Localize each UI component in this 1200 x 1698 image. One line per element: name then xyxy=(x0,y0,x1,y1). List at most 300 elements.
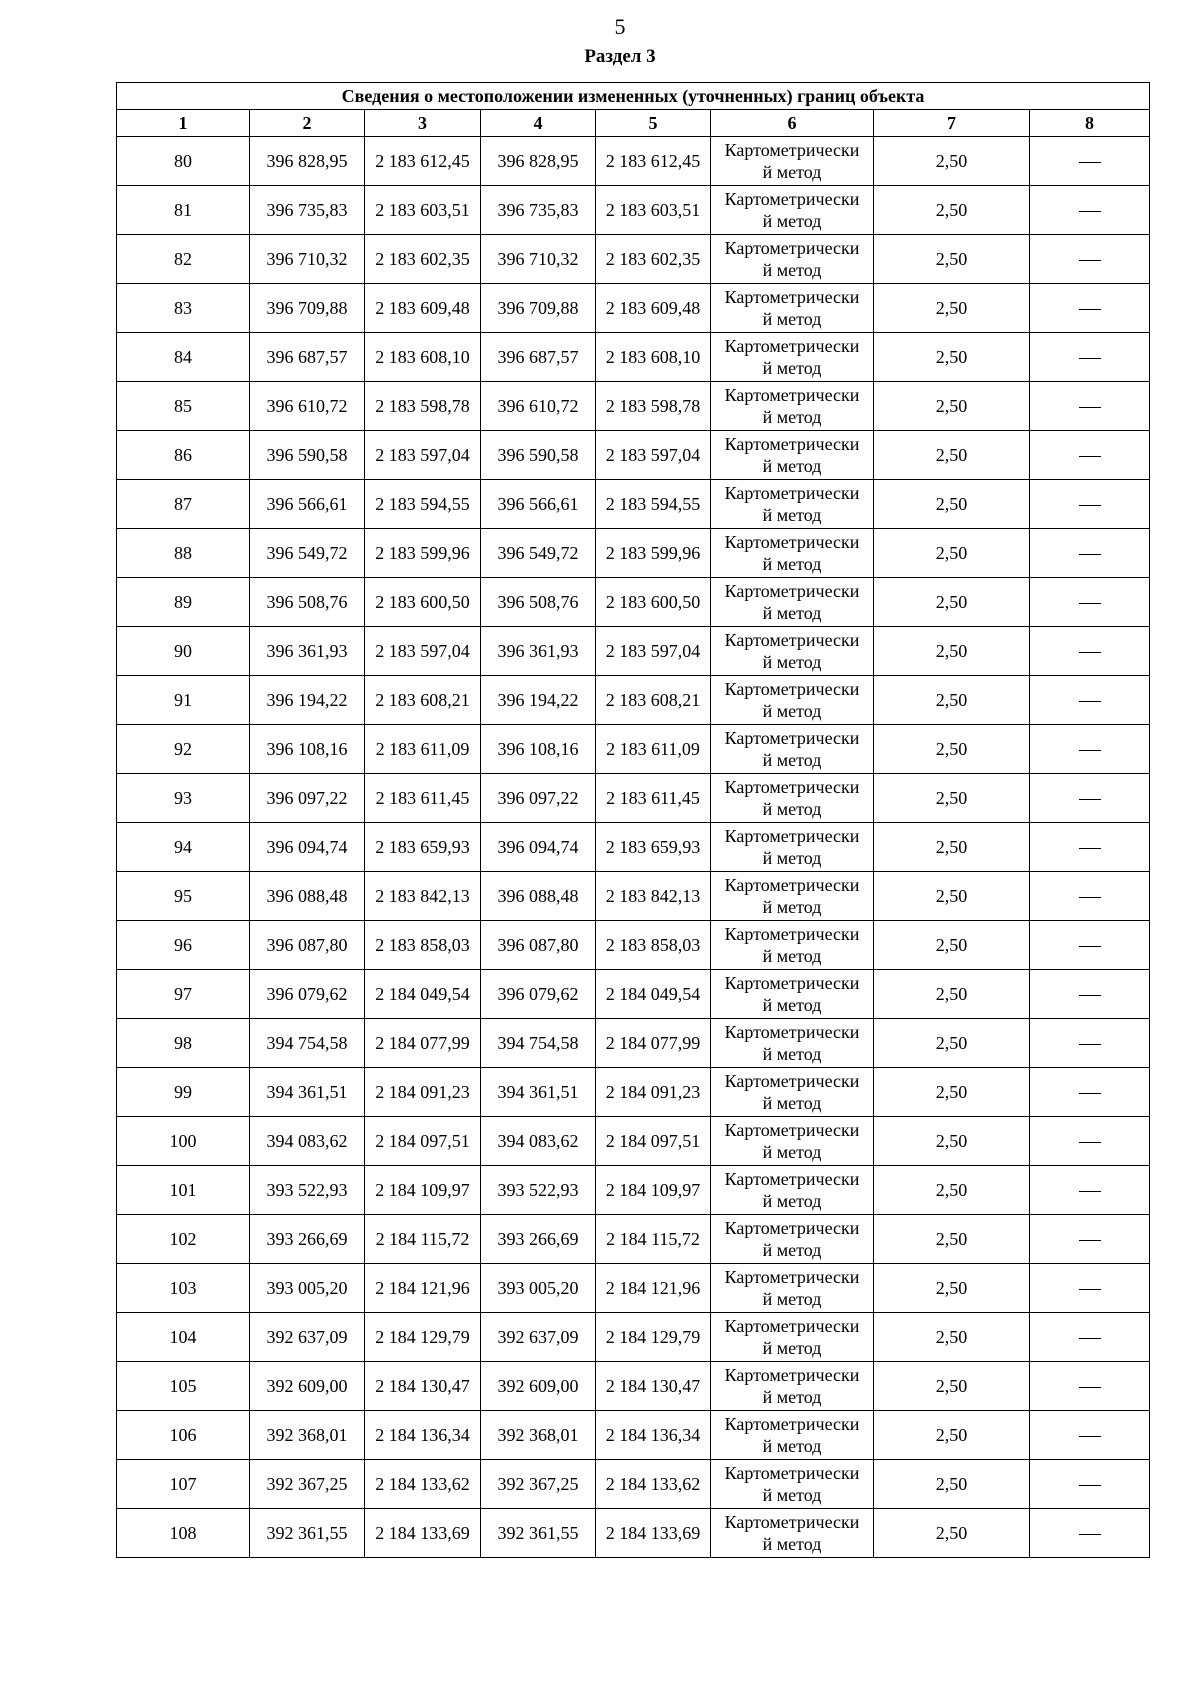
existing-y-cell: 2 183 599,96 xyxy=(365,529,481,578)
empty-dash-mark xyxy=(1079,652,1101,653)
refined-x-cell: 396 087,80 xyxy=(481,921,596,970)
point-number-cell: 94 xyxy=(117,823,250,872)
method-line-2: й метод xyxy=(762,309,822,329)
empty-dash-mark xyxy=(1079,1240,1101,1241)
accuracy-cell: 2,50 xyxy=(874,333,1030,382)
method-cell xyxy=(711,137,874,186)
description-cell xyxy=(1030,431,1150,480)
existing-x-cell: 392 609,00 xyxy=(250,1362,365,1411)
existing-x-cell: 396 590,58 xyxy=(250,431,365,480)
method-cell xyxy=(711,1313,874,1362)
table-caption: Сведения о местоположении измененных (уточненных) границ объекта xyxy=(117,83,1150,110)
existing-x-cell: 396 194,22 xyxy=(250,676,365,725)
refined-y-cell: 2 184 130,47 xyxy=(596,1362,711,1411)
description-cell xyxy=(1030,1166,1150,1215)
method-cell xyxy=(711,1019,874,1068)
table-row xyxy=(117,725,1150,774)
table-row xyxy=(117,676,1150,725)
description-cell xyxy=(1030,1460,1150,1509)
existing-y-cell: 2 183 608,10 xyxy=(365,333,481,382)
accuracy-cell: 2,50 xyxy=(874,186,1030,235)
accuracy-cell: 2,50 xyxy=(874,774,1030,823)
empty-dash-mark xyxy=(1079,1534,1101,1535)
description-cell xyxy=(1030,186,1150,235)
method-line-2: й метод xyxy=(762,1485,822,1505)
empty-dash-mark xyxy=(1079,897,1101,898)
existing-x-cell: 396 088,48 xyxy=(250,872,365,921)
method-line-2: й метод xyxy=(762,1387,822,1407)
point-number-cell: 82 xyxy=(117,235,250,284)
page-number: 5 xyxy=(614,14,626,39)
method-line-1: Картометрически xyxy=(724,1512,860,1532)
empty-dash-mark xyxy=(1079,260,1101,261)
refined-y-cell: 2 184 129,79 xyxy=(596,1313,711,1362)
point-number-cell: 83 xyxy=(117,284,250,333)
refined-y-cell: 2 183 602,35 xyxy=(596,235,711,284)
refined-y-cell: 2 183 594,55 xyxy=(596,480,711,529)
refined-x-cell: 396 687,57 xyxy=(481,333,596,382)
point-number-cell: 105 xyxy=(117,1362,250,1411)
accuracy-cell: 2,50 xyxy=(874,1215,1030,1264)
existing-x-cell: 396 097,22 xyxy=(250,774,365,823)
column-header-2: 2 xyxy=(250,110,365,137)
refined-x-cell: 396 590,58 xyxy=(481,431,596,480)
refined-y-cell: 2 183 599,96 xyxy=(596,529,711,578)
method-line-1: Картометрически xyxy=(724,777,860,797)
table-row xyxy=(117,627,1150,676)
description-cell xyxy=(1030,1019,1150,1068)
point-number-cell: 95 xyxy=(117,872,250,921)
description-cell xyxy=(1030,333,1150,382)
refined-y-cell: 2 183 608,10 xyxy=(596,333,711,382)
method-line-1: Картометрически xyxy=(724,1316,860,1336)
method-line-2: й метод xyxy=(762,456,822,476)
point-number-cell: 81 xyxy=(117,186,250,235)
accuracy-cell: 2,50 xyxy=(874,1117,1030,1166)
empty-dash-mark xyxy=(1079,407,1101,408)
method-line-1: Картометрически xyxy=(724,1120,860,1140)
existing-x-cell: 396 079,62 xyxy=(250,970,365,1019)
point-number-cell: 106 xyxy=(117,1411,250,1460)
existing-x-cell: 396 094,74 xyxy=(250,823,365,872)
refined-y-cell: 2 184 109,97 xyxy=(596,1166,711,1215)
method-cell xyxy=(711,333,874,382)
accuracy-cell: 2,50 xyxy=(874,578,1030,627)
refined-y-cell: 2 183 858,03 xyxy=(596,921,711,970)
existing-x-cell: 394 754,58 xyxy=(250,1019,365,1068)
method-line-2: й метод xyxy=(762,358,822,378)
accuracy-cell: 2,50 xyxy=(874,921,1030,970)
method-line-1: Картометрически xyxy=(724,1022,860,1042)
description-cell xyxy=(1030,823,1150,872)
refined-x-cell: 396 710,32 xyxy=(481,235,596,284)
method-line-1: Картометрически xyxy=(724,679,860,699)
existing-y-cell: 2 183 603,51 xyxy=(365,186,481,235)
refined-x-cell: 396 828,95 xyxy=(481,137,596,186)
method-line-1: Картометрически xyxy=(724,581,860,601)
refined-y-cell: 2 183 612,45 xyxy=(596,137,711,186)
empty-dash-mark xyxy=(1079,1142,1101,1143)
table-row xyxy=(117,1019,1150,1068)
description-cell xyxy=(1030,676,1150,725)
method-cell xyxy=(711,676,874,725)
existing-y-cell: 2 183 858,03 xyxy=(365,921,481,970)
description-cell xyxy=(1030,137,1150,186)
method-line-2: й метод xyxy=(762,1436,822,1456)
existing-y-cell: 2 184 077,99 xyxy=(365,1019,481,1068)
existing-y-cell: 2 183 609,48 xyxy=(365,284,481,333)
existing-y-cell: 2 183 598,78 xyxy=(365,382,481,431)
table-row xyxy=(117,823,1150,872)
method-line-2: й метод xyxy=(762,1142,822,1162)
method-line-2: й метод xyxy=(762,260,822,280)
empty-dash-mark xyxy=(1079,1485,1101,1486)
refined-x-cell: 392 609,00 xyxy=(481,1362,596,1411)
empty-dash-mark xyxy=(1079,1093,1101,1094)
table-row xyxy=(117,872,1150,921)
refined-x-cell: 392 368,01 xyxy=(481,1411,596,1460)
point-number-cell: 96 xyxy=(117,921,250,970)
existing-x-cell: 392 367,25 xyxy=(250,1460,365,1509)
existing-y-cell: 2 184 133,69 xyxy=(365,1509,481,1558)
table-row xyxy=(117,1166,1150,1215)
table-row xyxy=(117,529,1150,578)
table-row xyxy=(117,480,1150,529)
refined-y-cell: 2 183 603,51 xyxy=(596,186,711,235)
empty-dash-mark xyxy=(1079,505,1101,506)
table-row xyxy=(117,1460,1150,1509)
refined-x-cell: 396 566,61 xyxy=(481,480,596,529)
refined-x-cell: 396 088,48 xyxy=(481,872,596,921)
description-cell xyxy=(1030,1362,1150,1411)
refined-x-cell: 393 005,20 xyxy=(481,1264,596,1313)
accuracy-cell: 2,50 xyxy=(874,872,1030,921)
table-row xyxy=(117,1313,1150,1362)
refined-y-cell: 2 183 611,45 xyxy=(596,774,711,823)
refined-x-cell: 396 097,22 xyxy=(481,774,596,823)
method-cell xyxy=(711,774,874,823)
empty-dash-mark xyxy=(1079,799,1101,800)
empty-dash-mark xyxy=(1079,456,1101,457)
column-header-4: 4 xyxy=(481,110,596,137)
existing-x-cell: 396 566,61 xyxy=(250,480,365,529)
table-row xyxy=(117,431,1150,480)
method-cell xyxy=(711,1264,874,1313)
table-row xyxy=(117,921,1150,970)
accuracy-cell: 2,50 xyxy=(874,382,1030,431)
point-number-cell: 84 xyxy=(117,333,250,382)
refined-x-cell: 396 549,72 xyxy=(481,529,596,578)
refined-x-cell: 394 754,58 xyxy=(481,1019,596,1068)
method-cell xyxy=(711,431,874,480)
existing-y-cell: 2 184 133,62 xyxy=(365,1460,481,1509)
refined-y-cell: 2 183 609,48 xyxy=(596,284,711,333)
point-number-cell: 97 xyxy=(117,970,250,1019)
method-line-2: й метод xyxy=(762,1289,822,1309)
table-row xyxy=(117,382,1150,431)
accuracy-cell: 2,50 xyxy=(874,235,1030,284)
existing-y-cell: 2 184 121,96 xyxy=(365,1264,481,1313)
point-number-cell: 104 xyxy=(117,1313,250,1362)
empty-dash-mark xyxy=(1079,1338,1101,1339)
column-header-5: 5 xyxy=(596,110,711,137)
method-cell xyxy=(711,970,874,1019)
method-cell xyxy=(711,1509,874,1558)
existing-y-cell: 2 183 611,09 xyxy=(365,725,481,774)
method-cell xyxy=(711,284,874,333)
description-cell xyxy=(1030,1264,1150,1313)
method-cell xyxy=(711,1362,874,1411)
method-cell xyxy=(711,382,874,431)
refined-y-cell: 2 183 608,21 xyxy=(596,676,711,725)
existing-y-cell: 2 184 049,54 xyxy=(365,970,481,1019)
method-line-1: Картометрически xyxy=(724,826,860,846)
point-number-cell: 101 xyxy=(117,1166,250,1215)
existing-x-cell: 394 361,51 xyxy=(250,1068,365,1117)
refined-y-cell: 2 184 115,72 xyxy=(596,1215,711,1264)
method-line-2: й метод xyxy=(762,162,822,182)
existing-x-cell: 396 508,76 xyxy=(250,578,365,627)
method-cell xyxy=(711,1215,874,1264)
refined-x-cell: 396 610,72 xyxy=(481,382,596,431)
empty-dash-mark xyxy=(1079,309,1101,310)
accuracy-cell: 2,50 xyxy=(874,1166,1030,1215)
accuracy-cell: 2,50 xyxy=(874,1068,1030,1117)
refined-x-cell: 396 094,74 xyxy=(481,823,596,872)
refined-y-cell: 2 183 611,09 xyxy=(596,725,711,774)
empty-dash-mark xyxy=(1079,750,1101,751)
existing-x-cell: 392 637,09 xyxy=(250,1313,365,1362)
method-cell xyxy=(711,1068,874,1117)
point-number-cell: 93 xyxy=(117,774,250,823)
refined-y-cell: 2 183 597,04 xyxy=(596,431,711,480)
table-row xyxy=(117,137,1150,186)
existing-y-cell: 2 184 115,72 xyxy=(365,1215,481,1264)
point-number-cell: 107 xyxy=(117,1460,250,1509)
refined-x-cell: 394 361,51 xyxy=(481,1068,596,1117)
refined-y-cell: 2 184 077,99 xyxy=(596,1019,711,1068)
existing-x-cell: 396 108,16 xyxy=(250,725,365,774)
empty-dash-mark xyxy=(1079,162,1101,163)
description-cell xyxy=(1030,235,1150,284)
refined-y-cell: 2 184 049,54 xyxy=(596,970,711,1019)
existing-x-cell: 393 266,69 xyxy=(250,1215,365,1264)
accuracy-cell: 2,50 xyxy=(874,1313,1030,1362)
refined-x-cell: 396 194,22 xyxy=(481,676,596,725)
refined-y-cell: 2 184 136,34 xyxy=(596,1411,711,1460)
refined-y-cell: 2 184 133,69 xyxy=(596,1509,711,1558)
method-line-1: Картометрически xyxy=(724,1267,860,1287)
description-cell xyxy=(1030,774,1150,823)
empty-dash-mark xyxy=(1079,848,1101,849)
table-row xyxy=(117,774,1150,823)
method-line-2: й метод xyxy=(762,407,822,427)
method-line-2: й метод xyxy=(762,995,822,1015)
accuracy-cell: 2,50 xyxy=(874,529,1030,578)
method-cell xyxy=(711,627,874,676)
method-cell xyxy=(711,921,874,970)
method-line-2: й метод xyxy=(762,1240,822,1260)
existing-y-cell: 2 183 659,93 xyxy=(365,823,481,872)
empty-dash-mark xyxy=(1079,1436,1101,1437)
refined-x-cell: 396 709,88 xyxy=(481,284,596,333)
refined-x-cell: 392 367,25 xyxy=(481,1460,596,1509)
refined-y-cell: 2 184 121,96 xyxy=(596,1264,711,1313)
existing-y-cell: 2 183 608,21 xyxy=(365,676,481,725)
description-cell xyxy=(1030,1215,1150,1264)
accuracy-cell: 2,50 xyxy=(874,431,1030,480)
table-row xyxy=(117,235,1150,284)
method-line-2: й метод xyxy=(762,799,822,819)
table-row xyxy=(117,970,1150,1019)
method-cell xyxy=(711,823,874,872)
refined-x-cell: 393 266,69 xyxy=(481,1215,596,1264)
boundary-coordinates-table xyxy=(116,82,1150,1558)
method-line-2: й метод xyxy=(762,897,822,917)
refined-x-cell: 396 735,83 xyxy=(481,186,596,235)
existing-y-cell: 2 183 594,55 xyxy=(365,480,481,529)
accuracy-cell: 2,50 xyxy=(874,1460,1030,1509)
method-cell xyxy=(711,1460,874,1509)
column-header-1: 1 xyxy=(117,110,250,137)
description-cell xyxy=(1030,1509,1150,1558)
existing-x-cell: 396 828,95 xyxy=(250,137,365,186)
refined-y-cell: 2 184 133,62 xyxy=(596,1460,711,1509)
existing-x-cell: 396 549,72 xyxy=(250,529,365,578)
empty-dash-mark xyxy=(1079,1387,1101,1388)
method-line-2: й метод xyxy=(762,946,822,966)
table-row xyxy=(117,1068,1150,1117)
method-line-1: Картометрически xyxy=(724,1414,860,1434)
point-number-cell: 108 xyxy=(117,1509,250,1558)
table-row xyxy=(117,1509,1150,1558)
existing-y-cell: 2 183 597,04 xyxy=(365,431,481,480)
description-cell xyxy=(1030,284,1150,333)
method-line-1: Картометрически xyxy=(724,924,860,944)
accuracy-cell: 2,50 xyxy=(874,1362,1030,1411)
description-cell xyxy=(1030,1313,1150,1362)
empty-dash-mark xyxy=(1079,1044,1101,1045)
description-cell xyxy=(1030,921,1150,970)
method-line-2: й метод xyxy=(762,750,822,770)
method-cell xyxy=(711,235,874,284)
method-line-1: Картометрически xyxy=(724,1071,860,1091)
method-line-2: й метод xyxy=(762,554,822,574)
refined-y-cell: 2 184 097,51 xyxy=(596,1117,711,1166)
accuracy-cell: 2,50 xyxy=(874,1019,1030,1068)
method-cell xyxy=(711,1166,874,1215)
refined-x-cell: 392 361,55 xyxy=(481,1509,596,1558)
empty-dash-mark xyxy=(1079,995,1101,996)
method-line-1: Картометрически xyxy=(724,1463,860,1483)
empty-dash-mark xyxy=(1079,946,1101,947)
existing-x-cell: 396 610,72 xyxy=(250,382,365,431)
existing-y-cell: 2 184 097,51 xyxy=(365,1117,481,1166)
point-number-cell: 103 xyxy=(117,1264,250,1313)
point-number-cell: 89 xyxy=(117,578,250,627)
refined-x-cell: 394 083,62 xyxy=(481,1117,596,1166)
method-line-1: Картометрически xyxy=(724,434,860,454)
method-line-2: й метод xyxy=(762,1044,822,1064)
method-line-1: Картометрически xyxy=(724,238,860,258)
refined-y-cell: 2 183 842,13 xyxy=(596,872,711,921)
existing-x-cell: 393 005,20 xyxy=(250,1264,365,1313)
table-row xyxy=(117,186,1150,235)
empty-dash-mark xyxy=(1079,1289,1101,1290)
point-number-cell: 86 xyxy=(117,431,250,480)
refined-y-cell: 2 184 091,23 xyxy=(596,1068,711,1117)
method-line-1: Картометрически xyxy=(724,287,860,307)
refined-y-cell: 2 183 659,93 xyxy=(596,823,711,872)
existing-x-cell: 396 087,80 xyxy=(250,921,365,970)
method-line-2: й метод xyxy=(762,652,822,672)
method-cell xyxy=(711,872,874,921)
point-number-cell: 87 xyxy=(117,480,250,529)
refined-x-cell: 392 637,09 xyxy=(481,1313,596,1362)
existing-y-cell: 2 184 130,47 xyxy=(365,1362,481,1411)
accuracy-cell: 2,50 xyxy=(874,970,1030,1019)
method-cell xyxy=(711,186,874,235)
empty-dash-mark xyxy=(1079,603,1101,604)
empty-dash-mark xyxy=(1079,554,1101,555)
method-line-2: й метод xyxy=(762,848,822,868)
description-cell xyxy=(1030,1117,1150,1166)
table-row xyxy=(117,1264,1150,1313)
method-line-2: й метод xyxy=(762,505,822,525)
existing-x-cell: 396 687,57 xyxy=(250,333,365,382)
refined-x-cell: 396 108,16 xyxy=(481,725,596,774)
existing-y-cell: 2 183 597,04 xyxy=(365,627,481,676)
table-row xyxy=(117,333,1150,382)
method-line-1: Картометрически xyxy=(724,483,860,503)
description-cell xyxy=(1030,970,1150,1019)
existing-x-cell: 396 710,32 xyxy=(250,235,365,284)
description-cell xyxy=(1030,578,1150,627)
existing-y-cell: 2 184 109,97 xyxy=(365,1166,481,1215)
method-line-1: Картометрически xyxy=(724,140,860,160)
description-cell xyxy=(1030,872,1150,921)
refined-x-cell: 393 522,93 xyxy=(481,1166,596,1215)
method-line-1: Картометрически xyxy=(724,728,860,748)
point-number-cell: 102 xyxy=(117,1215,250,1264)
method-cell xyxy=(711,529,874,578)
method-line-1: Картометрически xyxy=(724,973,860,993)
section-title: Раздел 3 xyxy=(584,46,656,67)
existing-y-cell: 2 184 136,34 xyxy=(365,1411,481,1460)
accuracy-cell: 2,50 xyxy=(874,1411,1030,1460)
point-number-cell: 98 xyxy=(117,1019,250,1068)
point-number-cell: 99 xyxy=(117,1068,250,1117)
method-line-1: Картометрически xyxy=(724,1169,860,1189)
column-header-7: 7 xyxy=(874,110,1030,137)
accuracy-cell: 2,50 xyxy=(874,1509,1030,1558)
existing-x-cell: 392 361,55 xyxy=(250,1509,365,1558)
accuracy-cell: 2,50 xyxy=(874,480,1030,529)
accuracy-cell: 2,50 xyxy=(874,1264,1030,1313)
method-cell xyxy=(711,725,874,774)
existing-y-cell: 2 183 600,50 xyxy=(365,578,481,627)
method-line-2: й метод xyxy=(762,1338,822,1358)
method-cell xyxy=(711,578,874,627)
description-cell xyxy=(1030,529,1150,578)
existing-x-cell: 392 368,01 xyxy=(250,1411,365,1460)
method-line-1: Картометрически xyxy=(724,1218,860,1238)
accuracy-cell: 2,50 xyxy=(874,137,1030,186)
existing-y-cell: 2 183 602,35 xyxy=(365,235,481,284)
column-header-8: 8 xyxy=(1030,110,1150,137)
empty-dash-mark xyxy=(1079,701,1101,702)
table-row xyxy=(117,1411,1150,1460)
